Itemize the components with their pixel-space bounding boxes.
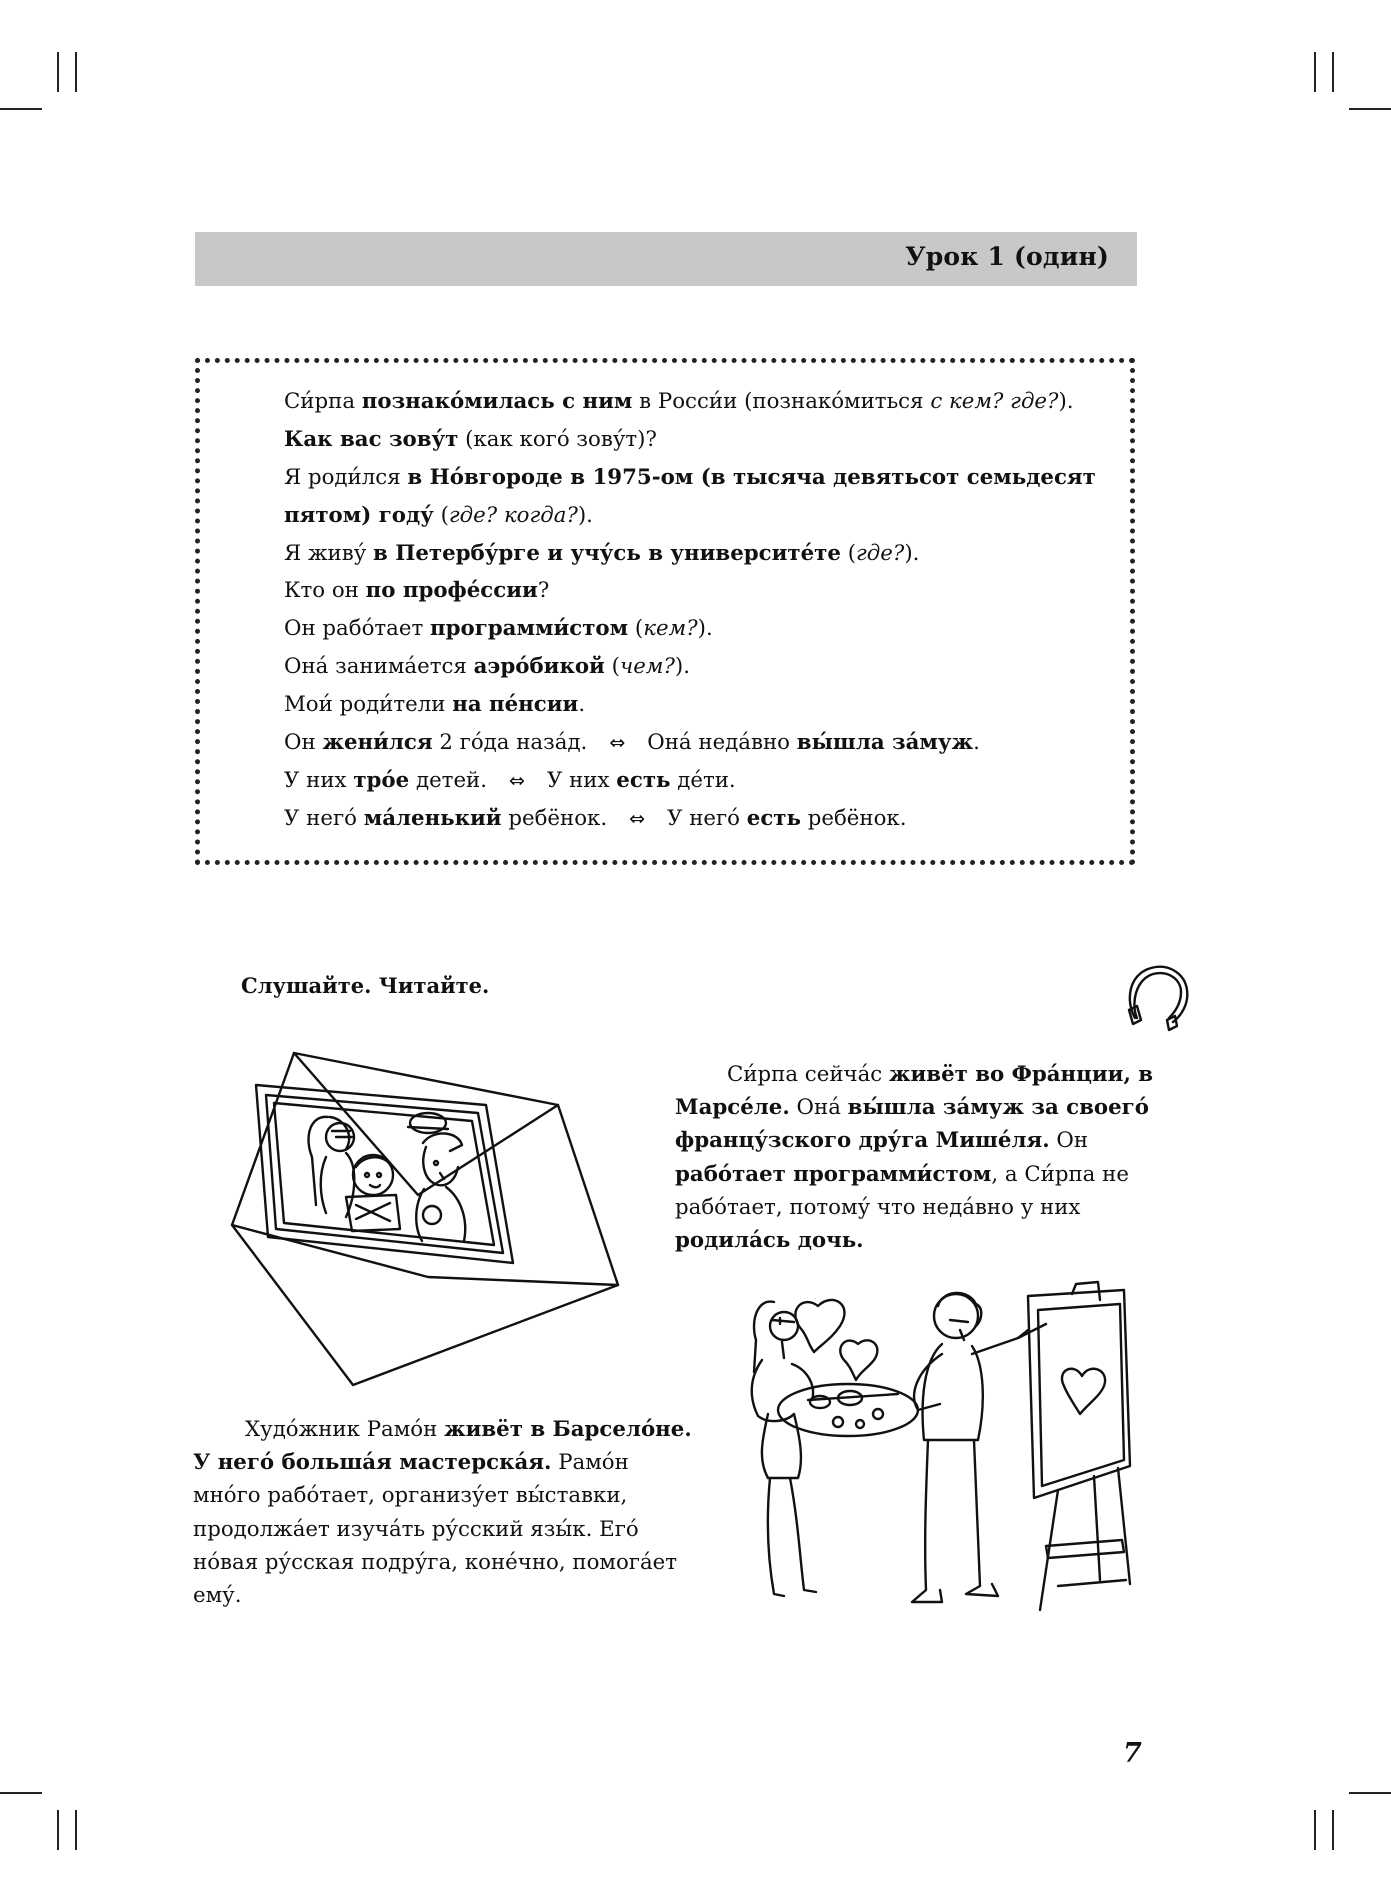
text-run: У него́ <box>284 805 364 831</box>
text-run: Кто он <box>284 578 366 604</box>
text-run: Си́рпа сейча́с <box>727 1062 889 1087</box>
text-run: Я живу́ <box>284 540 374 566</box>
grammar-line <box>284 383 1100 421</box>
bold-phrase: познако́милась с ним <box>361 389 633 414</box>
crop-mark <box>1314 52 1316 92</box>
text-run: ( <box>840 540 857 566</box>
text-run: Она́ <box>789 1095 848 1121</box>
text-run: (как кого́ зову́т)? <box>458 426 657 452</box>
text-run: Он рабо́тает <box>284 616 431 642</box>
lesson-title: Урок 1 (один) <box>905 242 1109 271</box>
bold-phrase: есть <box>616 767 671 793</box>
text-run: Он <box>284 730 323 756</box>
grammar-line <box>284 686 1100 724</box>
equivalence-arrow: ⇔ <box>629 807 646 830</box>
grammar-line <box>284 648 1100 686</box>
equivalence-arrow: ⇔ <box>509 769 525 792</box>
text-run: , а Си́рпа не рабо́тает, потому́ что неда́вно у них <box>675 1161 1129 1220</box>
bold-phrase: пятом) году́ <box>284 502 434 528</box>
crop-mark <box>1349 1792 1391 1794</box>
text-run: ребёнок. <box>501 805 608 831</box>
text-run: ). <box>1058 389 1074 414</box>
lesson-header <box>195 232 1137 286</box>
crop-mark <box>57 52 59 92</box>
text-run: У них <box>546 767 617 793</box>
bold-phrase: живёт в Барсело́не. У него́ больша́я мастерска́я. <box>193 1417 692 1476</box>
grammar-line <box>284 421 1100 459</box>
text-run: ( <box>433 502 449 528</box>
grammar-line <box>284 459 1100 497</box>
bold-phrase: в Петербу́рге и учу́сь в университе́те <box>373 540 841 566</box>
italic-question: где? <box>856 540 905 566</box>
text-run: ( <box>628 616 644 642</box>
crop-mark <box>75 52 77 92</box>
grammar-line <box>284 762 1100 800</box>
text-run: . <box>578 692 586 718</box>
bold-phrase: ма́ленький <box>363 805 502 831</box>
text-run: У него́ <box>667 805 747 831</box>
bold-phrase: вы́шла за́муж <box>796 730 974 756</box>
text-run: Он <box>1049 1128 1089 1154</box>
text-run: . <box>973 730 980 756</box>
text-run: Мои́ роди́тели <box>284 692 453 718</box>
crop-mark <box>75 1810 77 1850</box>
crop-mark <box>1349 108 1391 110</box>
crop-mark <box>0 108 42 110</box>
bold-phrase: Как вас зову́т <box>284 426 459 452</box>
task-instruction: Слушайте. Читайте. <box>241 973 490 998</box>
grammar-line <box>284 572 1100 610</box>
crop-mark <box>1314 1810 1316 1850</box>
paragraph-sirpa <box>675 1058 1155 1257</box>
text-run: ). <box>674 654 690 680</box>
bold-phrase: по профе́ссии <box>365 578 538 604</box>
text-run: У них <box>284 767 354 793</box>
italic-question: где? когда? <box>448 502 578 528</box>
text-run: Худо́жник Рамо́н <box>245 1417 445 1442</box>
text-run: ). <box>577 502 593 528</box>
headphones-icon <box>1123 960 1193 1032</box>
text-run: ? <box>537 578 550 604</box>
bold-phrase: рабо́тает программи́стом <box>675 1161 992 1187</box>
italic-question: с кем? где? <box>930 389 1059 414</box>
text-run: в Росси́и (познако́миться <box>632 389 931 414</box>
italic-question: кем? <box>643 616 698 642</box>
italic-question: чем? <box>619 654 675 680</box>
grammar-box <box>195 358 1135 865</box>
bold-phrase: программи́стом <box>430 616 629 642</box>
crop-mark <box>1332 52 1334 92</box>
paragraph-ramon <box>193 1413 693 1612</box>
text-run: 2 го́да наза́д. <box>432 730 588 756</box>
bold-phrase: в Но́вгороде в 1975-ом (в тысяча девятьсот семьдесят <box>407 464 1096 490</box>
grammar-line <box>284 724 1100 762</box>
text-run: детей. <box>409 767 488 793</box>
grammar-line <box>284 610 1100 648</box>
bold-phrase: жени́лся <box>322 730 433 756</box>
text-run: Она́ занима́ется <box>284 654 474 680</box>
text-run: ( <box>604 654 620 680</box>
crop-mark <box>57 1810 59 1850</box>
bold-phrase: на пе́нсии <box>452 692 579 718</box>
grammar-line <box>284 497 1100 535</box>
envelope-photo-illustration <box>228 1045 618 1388</box>
text-run: Она́ неда́вно <box>647 730 797 756</box>
text-run: ). <box>904 540 920 566</box>
text-run: Я роди́лся <box>284 464 408 490</box>
equivalence-arrow: ⇔ <box>609 732 626 755</box>
text-run: де́ти. <box>670 767 736 793</box>
painter-illustration <box>728 1290 1164 1630</box>
grammar-line <box>284 800 1100 838</box>
crop-mark <box>0 1792 42 1794</box>
bold-phrase: родила́сь дочь. <box>675 1228 864 1254</box>
text-run: Рамо́н мно́го рабо́тает, организу́ет вы́ставки, продолжа́ет изуча́ть ру́сский язы́к. Его́ но́вая ру́сская подру́га, коне́чно, помога́ет ему́. <box>193 1450 678 1609</box>
crop-mark <box>1332 1810 1334 1850</box>
bold-phrase: живёт во Фра́нции, в Марсе́ле. <box>675 1062 1154 1121</box>
text-run: Си́рпа <box>284 389 362 414</box>
text-run: ребёнок. <box>800 805 907 831</box>
bold-phrase: вы́шла за́муж за своего́ францу́зского дру́га Мише́ля. <box>675 1095 1149 1154</box>
text-run: ). <box>697 616 713 642</box>
grammar-lines <box>284 383 1100 838</box>
bold-phrase: есть <box>746 805 801 831</box>
grammar-line <box>284 535 1100 573</box>
bold-phrase: тро́е <box>353 767 410 793</box>
bold-phrase: аэро́бикой <box>473 654 605 680</box>
page-number: 7 <box>1123 1738 1142 1769</box>
